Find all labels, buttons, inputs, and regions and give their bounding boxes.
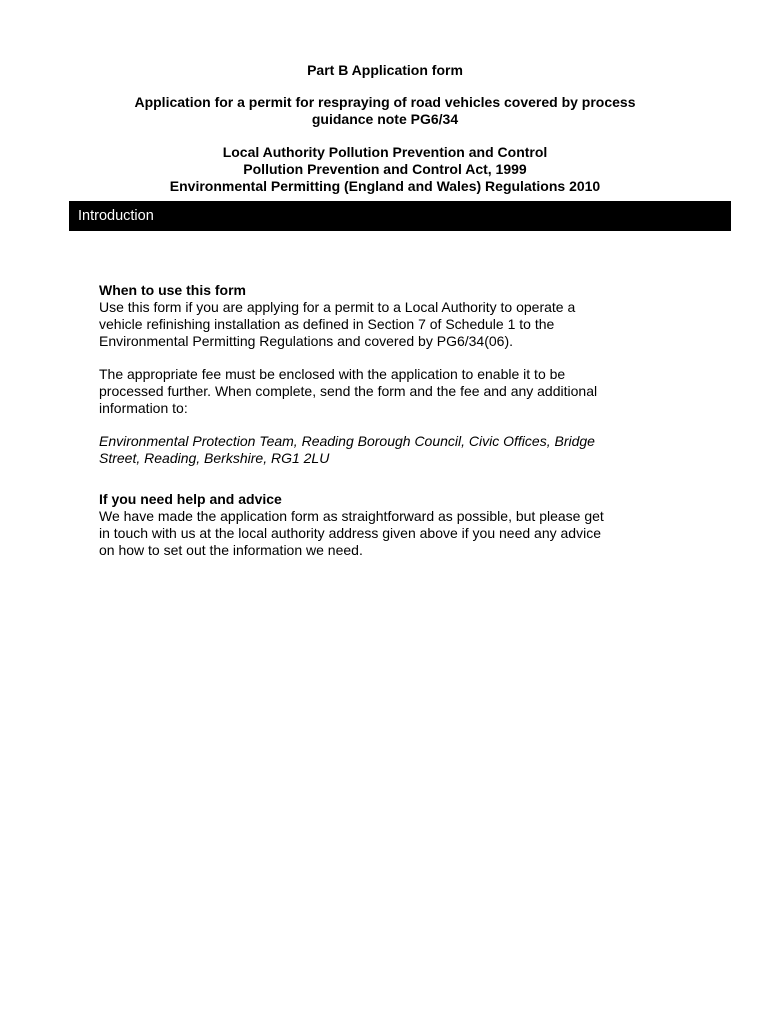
fee-line: processed further. When complete, send the form and the fee and any additional	[99, 383, 598, 399]
help-heading: If you need help and advice	[99, 491, 282, 507]
legislation-line-2: Pollution Prevention and Control Act, 1999	[243, 161, 527, 177]
section-heading-introduction: Introduction	[69, 201, 731, 231]
legislation-line-3: Environmental Permitting (England and Wales) Regulations 2010	[169, 178, 601, 194]
when-to-use-section	[99, 282, 674, 350]
legislation-line-1: Local Authority Pollution Prevention and Control	[222, 144, 548, 160]
help-section	[99, 491, 674, 559]
fee-paragraph	[99, 366, 674, 417]
legislation-block	[70, 144, 700, 195]
fee-line: The appropriate fee must be enclosed with the application to enable it to be	[99, 366, 566, 382]
form-subtitle-line-1: Application for a permit for respraying of road vehicles covered by process	[134, 94, 636, 110]
help-line: We have made the application form as straightforward as possible, but please get	[99, 508, 604, 524]
when-to-use-line: Use this form if you are applying for a permit to a Local Authority to operate a	[99, 299, 576, 315]
form-title: Part B Application form	[307, 62, 463, 78]
form-subtitle	[70, 94, 700, 128]
help-line: on how to set out the information we need.	[99, 542, 363, 558]
fee-line: information to:	[99, 400, 188, 416]
address-line: Street, Reading, Berkshire, RG1 2LU	[99, 450, 330, 466]
when-to-use-heading: When to use this form	[99, 282, 246, 298]
when-to-use-line: vehicle refinishing installation as defined in Section 7 of Schedule 1 to the	[99, 316, 555, 332]
when-to-use-line: Environmental Permitting Regulations and covered by PG6/34(06).	[99, 333, 513, 349]
form-subtitle-line-2: guidance note PG6/34	[311, 111, 459, 127]
help-line: in touch with us at the local authority address given above if you need any advice	[99, 525, 601, 541]
address-line: Environmental Protection Team, Reading Borough Council, Civic Offices, Bridge	[99, 433, 595, 449]
postal-address	[99, 433, 674, 467]
